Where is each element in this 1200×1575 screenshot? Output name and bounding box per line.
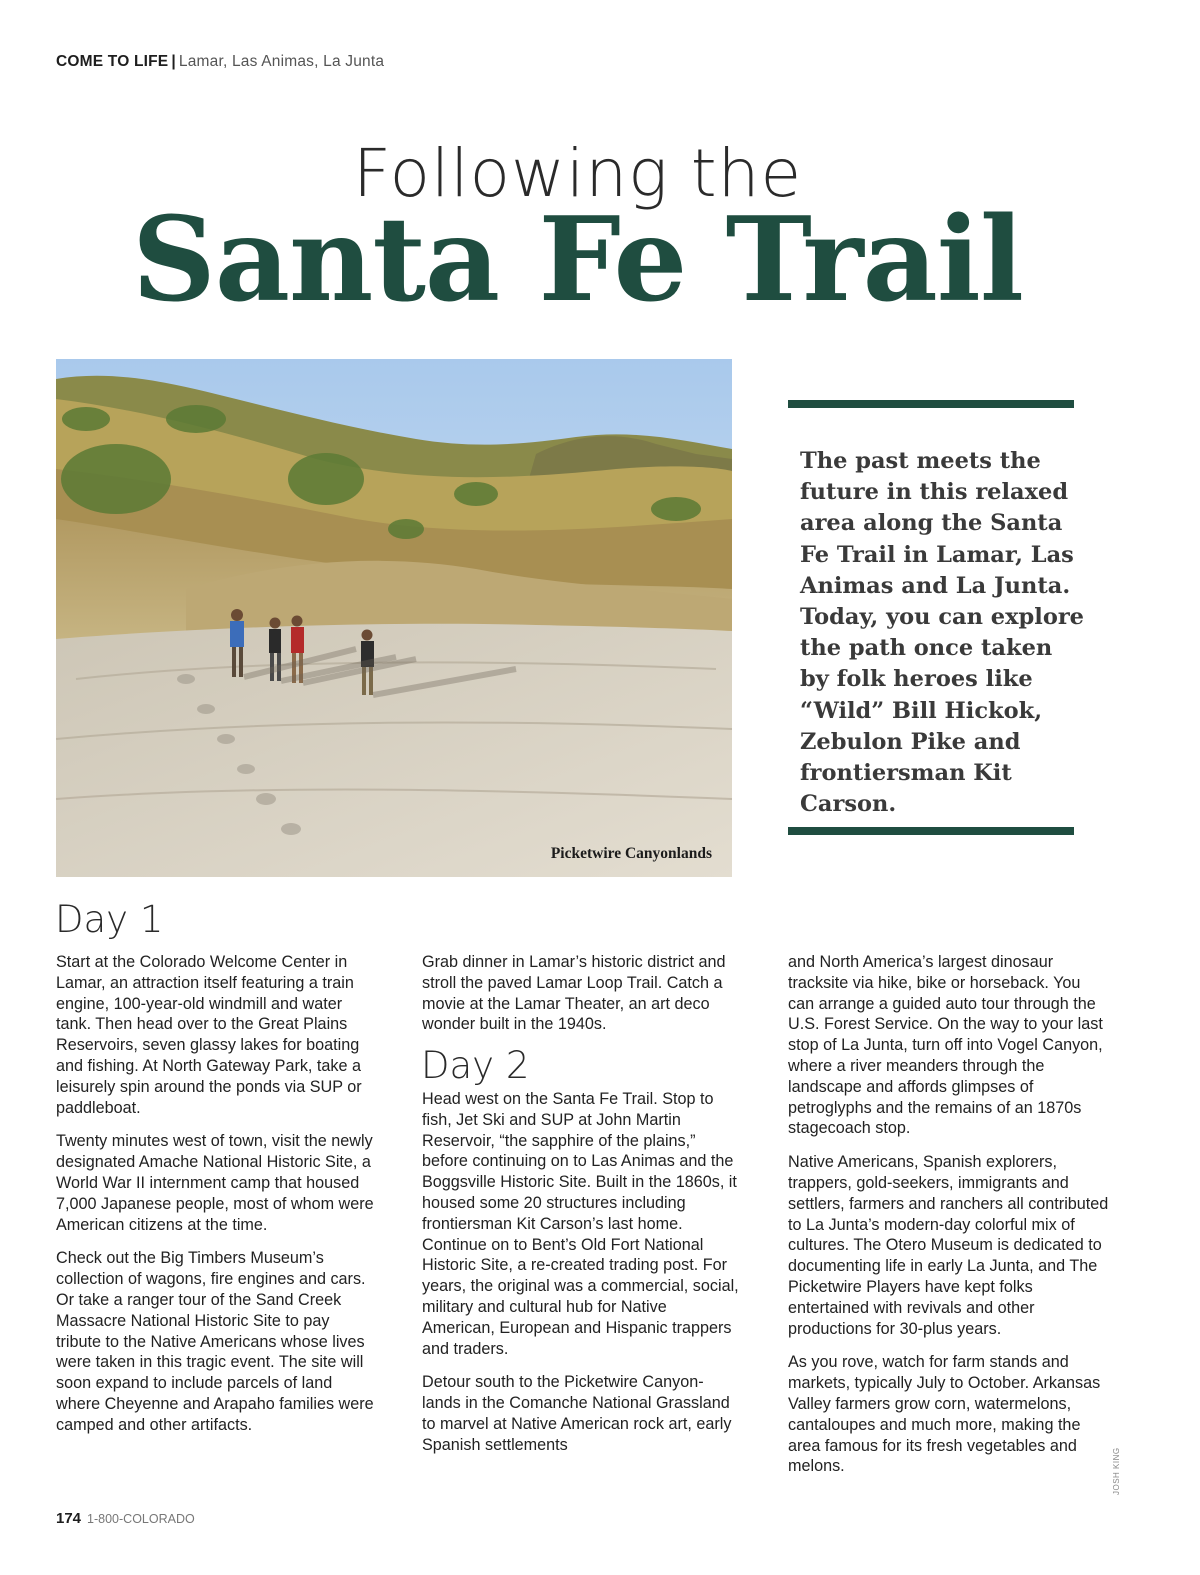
body-paragraph: Native Americans, Spanish explorers, trappers, gold-seekers, immigrants and settlers, farmers and ranchers all contributed to La Junta’s modern-day colorful mix of cultures. The Otero Museum is dedicated to documenting life in early La Junta, and The Picketwire Players have kept folks entertained with revivals and other productions for 30-plus years. (788, 1153, 1109, 1338)
pullquote-rule-bottom (788, 827, 1074, 835)
headline-title: Santa Fe Trail (132, 192, 1023, 328)
phone-number: 1-800-COLORADO (87, 1512, 195, 1526)
separator: | (171, 53, 176, 70)
section-header (56, 53, 384, 71)
page-footer (56, 1510, 195, 1527)
body-paragraph: Start at the Colorado Welcome Center in Lamar, an attraction itself featuring a train engine, 100-year-old windmill and water tank. Then head over to the Great Plains Reservoirs, seven glassy lakes for boating and fishing. At North Gateway Park, take a leisurely spin around the ponds via SUP or paddleboat. (56, 953, 362, 1117)
body-paragraph: As you rove, watch for farm stands and markets, typically July to October. Arkansas Valley farmers grow corn, watermelons, cantaloupes and much more, making the area famous for its fresh vegetables and melons. (788, 1353, 1101, 1476)
places-label: Lamar, Las Animas, La Junta (178, 53, 385, 70)
day2-heading: Day 2 (421, 1044, 530, 1088)
body-paragraph: Head west on the Santa Fe Trail. Stop to fish, Jet Ski and SUP at John Martin Reservoir, “the sapphire of the plains,” before continuing on to Las Animas and the Boggsville Historic Site. Built in the 1860s, it housed some 20 structures including frontiersman Kit Carson’s last home. Continue on to Bent’s Old Fort National Historic Site, a re-created trading post. For years, the original was a commercial, social, military and cultural hub for Native American, European and Hispanic trappers and traders. (422, 1089, 739, 1358)
headline-line1: Following the (352, 135, 803, 212)
page-number: 174 (56, 1510, 82, 1527)
hero-photo (56, 359, 732, 877)
photo-caption: Picketwire Canyonlands (550, 845, 712, 862)
column-2 (422, 952, 740, 1469)
photo-credit: JOSH KING (1112, 1447, 1121, 1495)
body-paragraph: Grab dinner in Lamar’s historic district and stroll the paved Lamar Loop Trail. Catch a movie at the Lamar Theater, an art deco wonder built in the 1940s. (422, 953, 726, 1034)
column-3 (788, 952, 1110, 1490)
pullquote: The past meets the future in this relaxed area along the Santa Fe Trail in Lamar, Las Animas and La Junta. Today, you can explore the path once taken by folk heroes like “Wild” Bill Hickok, Zebulon Pike and frontiersman Kit Carson. (800, 448, 1084, 818)
section-label: COME TO LIFE (56, 53, 169, 70)
body-paragraph: Check out the Big Timbers Museum’s collection of wagons, fire engines and cars. Or take a ranger tour of the Sand Creek Massacre National Historic Site to pay tribute to the Native Americans whose lives were taken in this tragic event. The site will soon expand to include parcels of land where Cheyenne and Arapaho families were camped and other artifacts. (56, 1249, 374, 1434)
body-paragraph: and North America’s largest dinosaur tracksite via hike, bike or horseback. You can arrange a guided auto tour through the U.S. Forest Service. On the way to your last stop of La Junta, turn off into Vogel Canyon, where a river meanders through the landscape and affords glimpses of petroglyphs and the remains of an 1870s stagecoach stop. (788, 953, 1103, 1138)
day1-heading: Day 1 (55, 898, 164, 941)
pullquote-rule-top (788, 400, 1074, 408)
column-1 (56, 952, 376, 1449)
body-paragraph: Twenty minutes west of town, visit the newly designated Amache National Historic Site, a World War II internment camp that housed 7,000 Japanese people, most of whom were American citizens at the time. (56, 1132, 374, 1234)
body-paragraph: Detour south to the Picketwire Canyon-lands in the Comanche National Grassland to marvel at Native American rock art, early Spanish settlements (422, 1373, 732, 1454)
landscape-illustration (56, 359, 732, 877)
